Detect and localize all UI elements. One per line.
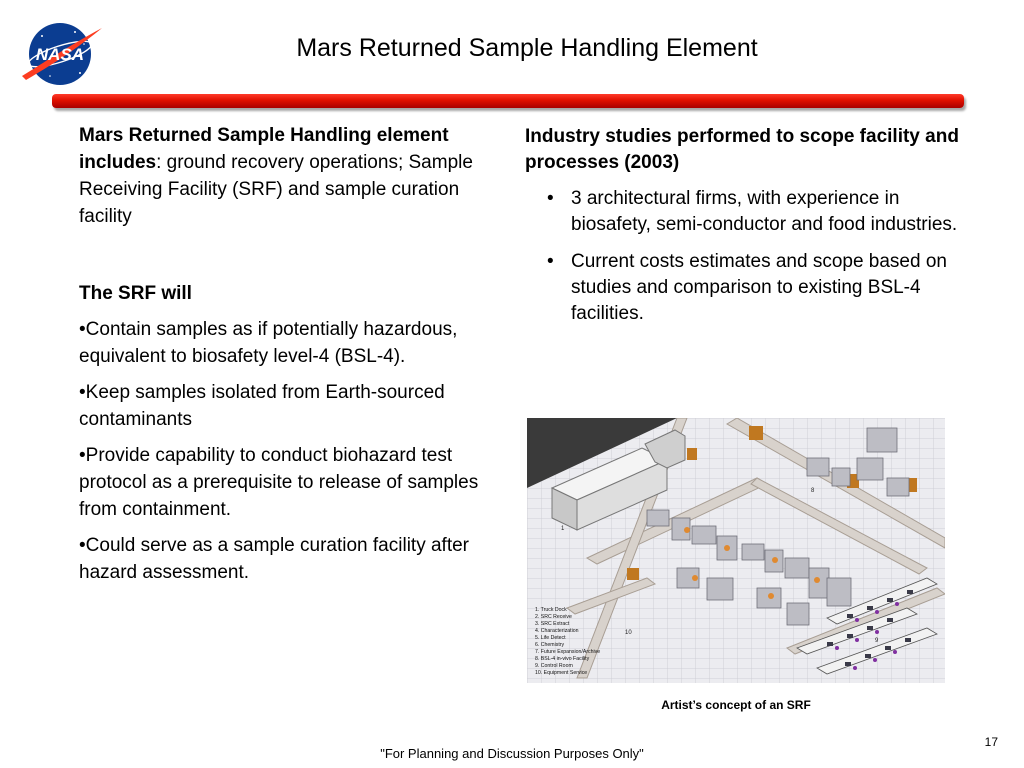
srf-bullet: •Keep samples isolated from Earth-sourced contaminants [79,382,445,430]
area-label: 1 [561,526,565,532]
srf-heading: The SRF will [79,283,192,304]
area-label: 10 [625,630,632,636]
right-column [525,124,975,338]
page-number: 17 [984,735,998,749]
legend-item: 9. Control Room [535,663,573,669]
industry-bullets [525,186,975,327]
bullet-glyph: • [547,251,554,272]
legend-item: 10. Equipment Service [535,670,588,676]
legend-item: 3. SRC Extract [535,621,570,627]
legend-item: 2. SRC Receive [535,614,572,620]
legend-item: 6. Chemistry [535,642,565,648]
svg-text:NASA: NASA [35,45,85,64]
intro-paragraph [79,122,509,230]
slide-title: Mars Returned Sample Handling Element [296,34,758,62]
figure-caption: Artist’s concept of an SRF [661,698,811,712]
srf-bullet: •Contain samples as if potentially hazardous, equivalent to biosafety level-4 (BSL-4). [79,319,458,367]
area-label: 9 [875,638,879,644]
industry-bullet: • 3 architectural firms, with experience in biosafety, semi-conductor and food industries. [547,188,958,235]
left-column [79,122,509,586]
bullet-glyph: • [547,188,554,209]
title-divider-bar [52,94,964,108]
intro-text: : ground recovery operations; Sample Receiving Facility (SRF) and sample curation facility [79,152,473,227]
area-label: 8 [811,488,815,494]
industry-studies-heading: Industry studies performed to scope facility and processes (2003) [525,126,959,173]
srf-bullet: •Could serve as a sample curation facility after hazard assessment. [79,535,469,583]
legend-item: 7. Future Expansion/Archive [535,649,601,655]
footer-disclaimer: "For Planning and Discussion Purposes Only" [380,746,644,761]
intro-bold: Mars Returned Sample Handling element includes [79,125,449,173]
legend-item: 4. Characterization [535,628,579,634]
legend-item: 5. Life Detect [535,635,566,641]
srf-bullet: •Provide capability to conduct biohazard test protocol as a prerequisite to release of samples from containment. [79,445,479,520]
srf-concept-illustration [527,418,945,683]
legend-item: 1. Truck Dock [535,607,567,613]
legend-item: 8. BSL-4 in-vivo Facility [535,656,590,662]
industry-bullet: • Current costs estimates and scope based on studies and comparison to existing BSL-4 facilities. [547,251,947,324]
